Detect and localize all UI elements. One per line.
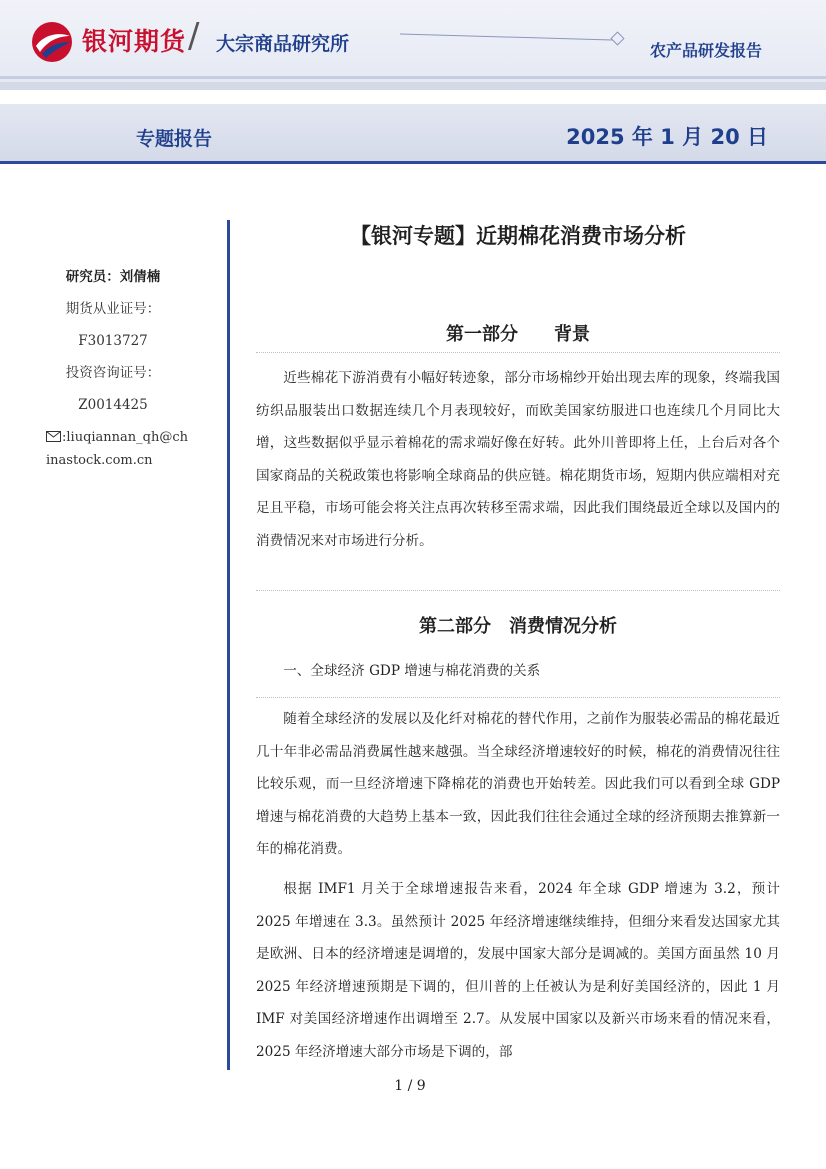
advisory-label: 投资咨询证号： [65,365,161,381]
license-label: 期货从业证号： [65,301,161,317]
section-divider [256,697,780,698]
analyst-name: 研究员：刘倩楠 [65,269,161,285]
institute-name: 大宗商品研究所 [216,33,350,55]
email-line-2: inastock.com.cn [46,453,153,468]
brand-name: 银河期货 [82,27,187,56]
license-number: F3013727 [78,333,148,349]
email-line-1: :liuqiannan_qh@ch [62,430,189,445]
advisory-number: Z0014425 [78,397,148,413]
section-divider [256,590,780,591]
banner-stripe [0,82,826,90]
section-divider [256,352,780,353]
analyst-email[interactable] [18,426,208,472]
section-2-subheading: 一、全球经济 GDP 增速与棉花消费的关系 [283,663,541,679]
report-date: 2025 年 1 月 20 日 [566,125,768,149]
report-category: 农产品研发报告 [649,41,762,60]
page-number: 1 / 9 [394,1078,426,1094]
sidebar-divider [227,220,230,1070]
section-1-paragraph: 近些棉花下游消费有小幅好转迹象，部分市场棉纱开始出现去库的现象，终端我国纺织品服装出口数据连续几个月表现较好，而欧美国家纺服进口也连续几个月同比大增，这些数据似乎显示着棉花的需求端好像在好转。此外川普即将上任，上台后对各个国家商品的关税政策也将影响全球商品的供应链。棉花期货市场，短期内供应端相对充足且平稳，市场可能会将关注点再次转移至需求端，因此我们围绕最近全球以及国内的消费情况来对市场进行分析。 [256,370,780,549]
galaxy-logo-icon [30,20,74,64]
author-sidebar [18,266,208,472]
section-1-heading: 第一部分 背景 [446,324,590,345]
mail-icon [46,431,61,442]
report-type-banner [0,104,826,164]
diamond-line-icon [400,30,630,50]
section-2-heading: 第二部分 消费情况分析 [419,616,617,637]
report-type: 专题报告 [136,128,213,150]
top-banner [0,0,826,90]
banner-rule [0,161,826,164]
banner-stripe [0,76,826,79]
section-2-paragraph-1: 随着全球经济的发展以及化纤对棉花的替代作用，之前作为服装必需品的棉花最近几十年非必需品消费属性越来越强。当全球经济增速较好的时候，棉花的消费情况往往比较乐观，而一旦经济增速下降棉花的消费也开始转差。因此我们可以看到全球 GDP 增速与棉花消费的大趋势上基本一致，因此我们往往会通过全球的经济预期去推算新一年的棉花消费。 [256,711,780,857]
section-2-paragraph-2: 根据 IMF1 月关于全球增速报告来看，2024 年全球 GDP 增速为 3.2，预计 2025 年增速在 3.3。虽然预计 2025 年经济增速继续维持，但细分来看发达国家尤其是欧洲、日本的经济增速是调增的，发展中国家大部分是调减的。美国方面虽然 10 月 2025 年经济增速预期是下调的，但川普的上任被认为是利好美国经济的，因此 1 月 IMF 对美国经济增速作出调增至 2.7。从发展中国家以及新兴市场来看的情况来看，2025 年经济增速大部分市场是下调的，部 [256,881,780,1060]
brand-slash: / [188,16,200,56]
document-title: 【银河专题】近期棉花消费市场分析 [350,224,686,248]
